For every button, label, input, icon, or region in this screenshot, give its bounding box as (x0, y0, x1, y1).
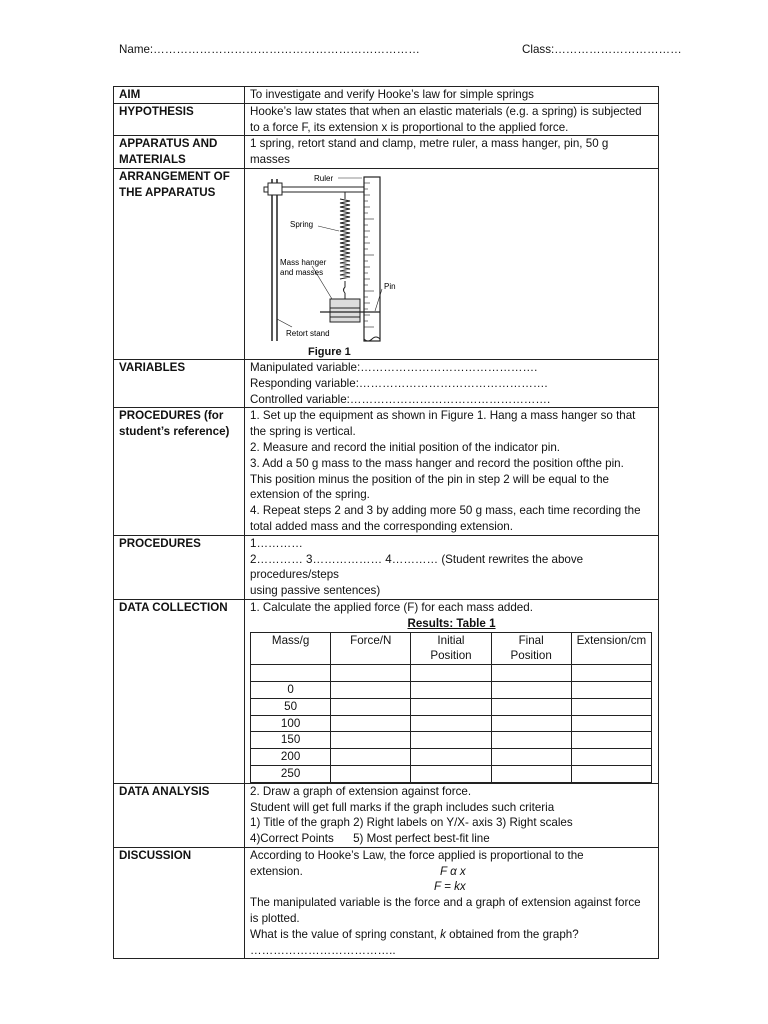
results-table-title: Results: Table 1 (407, 616, 496, 630)
data-collection-cell (245, 599, 659, 783)
aim-text: To investigate and verify Hooke’s law for simple springs (245, 87, 659, 104)
hypothesis-text: Hooke’s law states that when an elastic materials (e.g. a spring) is subjected to a force F, its extension x is proportional to the applied force. (245, 103, 659, 136)
row-arrangement (114, 168, 659, 359)
header-mass: Mass/g (251, 632, 331, 665)
discussion-text: According to Hooke’s Law, the force applied is proportional to the extension. F α x F = kx The manipulated variable is the force and a graph of extension against force is plotted. What is the value of spring constant, k obtained from the graph? ……………………………….. (245, 847, 659, 959)
row-procedures (114, 535, 659, 599)
label-data-collection: DATA COLLECTION (114, 599, 245, 783)
row-data-collection (114, 599, 659, 783)
figure-caption: Figure 1 (308, 345, 351, 358)
header-final: Final Position (491, 632, 571, 665)
figure-label-spring: Spring (290, 219, 314, 229)
table-row: 200 (251, 749, 652, 766)
header-force: Force/N (331, 632, 411, 665)
results-blank-row (251, 665, 652, 682)
header-initial: Initial Position (411, 632, 491, 665)
label-apparatus: APPARATUS AND MATERIALS (114, 136, 245, 169)
figure-label-hanger-2: and masses (280, 267, 324, 277)
figure-label-ruler: Ruler (314, 173, 334, 183)
label-procedures: PROCEDURES (114, 535, 245, 599)
formula-hooke: F = kx (434, 880, 466, 894)
label-arrangement: ARRANGEMENT OF THE APPARATUS (114, 168, 245, 359)
label-data-analysis: DATA ANALYSIS (114, 783, 245, 847)
data-analysis-text: 2. Draw a graph of extension against force. Student will get full marks if the graph includes such criteria 1) Title of the graph 2) Right labels on Y/X- axis 3) Right scales 4)Correct Points 5) Most perfect best-fit line (245, 783, 659, 847)
table-row: 250 (251, 765, 652, 782)
procedures-text: 1………… 2………… 3……………… 4………… (Student rewrites the above procedures/steps using passive sentences) (245, 535, 659, 599)
table-row: 100 (251, 715, 652, 732)
variables-text: Manipulated variable:………………………………………. Responding variable:…………………………………………. Controlled variable:……………………………………………. (245, 359, 659, 407)
worksheet-table (113, 86, 659, 959)
row-variables (114, 359, 659, 407)
arrangement-figure-cell (245, 168, 659, 359)
label-discussion: DISCUSSION (114, 847, 245, 959)
row-hypothesis (114, 103, 659, 136)
label-procedures-ref: PROCEDURES (for student’s reference) (114, 408, 245, 535)
figure-label-pin: Pin (384, 281, 396, 291)
table-row: 150 (251, 732, 652, 749)
apparatus-figure (250, 169, 650, 359)
row-procedures-ref (114, 408, 659, 535)
apparatus-text: 1 spring, retort stand and clamp, metre ruler, a mass hanger, pin, 50 g masses (245, 136, 659, 169)
label-aim: AIM (114, 87, 245, 104)
figure-label-hanger: Mass hanger (280, 257, 327, 267)
row-discussion (114, 847, 659, 959)
figure-label-stand: Retort stand (286, 328, 330, 338)
table-row: 0 (251, 681, 652, 698)
name-field: Name:…………………………………………………………… (119, 43, 420, 56)
results-header-row (251, 632, 652, 665)
formula-proportional: F α x (440, 864, 466, 878)
procedures-ref-text: 1. Set up the equipment as shown in Figure 1. Hang a mass hanger so that the spring is vertical. 2. Measure and record the initial position of the indicator pin. 3. Add a 50 g mass to the mass hanger and record the position ofthe pin. This position minus the position of the pin in step 2 will be equal to the extension of the spring. 4. Repeat steps 2 and 3 by adding more 50 g mass, each time recording the total added mass and the corresponding extension. (245, 408, 659, 535)
table-row: 50 (251, 698, 652, 715)
label-variables: VARIABLES (114, 359, 245, 407)
row-aim (114, 87, 659, 104)
row-apparatus (114, 136, 659, 169)
row-data-analysis (114, 783, 659, 847)
label-hypothesis: HYPOTHESIS (114, 103, 245, 136)
answer-blank: ……………………………….. (250, 943, 396, 957)
header-extension: Extension/cm (571, 632, 651, 665)
data-collection-intro: 1. Calculate the applied force (F) for each mass added. (250, 600, 533, 614)
class-field: Class:…………………………… (522, 43, 682, 56)
results-table (250, 632, 652, 783)
